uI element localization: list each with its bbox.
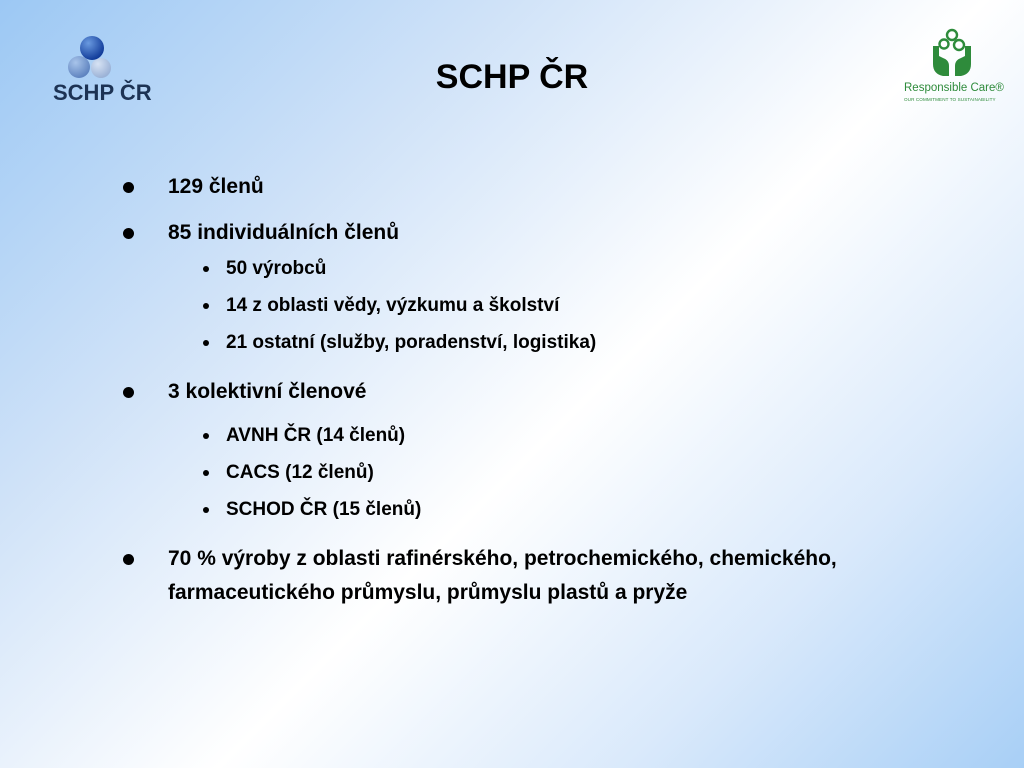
bullet-dot <box>123 228 134 239</box>
sub-bullet-dot <box>203 340 209 346</box>
sub-bullet-dot <box>203 507 209 513</box>
bullet-text: 3 kolektivní členové <box>168 380 367 403</box>
bullet-text: 70 % výroby z oblasti rafinérského, petrochemického, chemického, farmaceutického průmyslu, průmyslu plastů a pryže <box>168 547 837 604</box>
sub-bullet-text: 50 výrobců <box>226 258 327 279</box>
bullet-item <box>120 375 900 409</box>
bullet-item <box>120 170 900 204</box>
sub-bullet-text: 14 z oblasti vědy, výzkumu a školství <box>226 295 560 316</box>
sub-bullet-item <box>120 454 900 491</box>
sub-bullet-dot <box>203 470 209 476</box>
sub-bullet-dot <box>203 303 209 309</box>
bullet-text: 85 individuálních členů <box>168 221 400 244</box>
sub-bullet-text: SCHOD ČR (15 členů) <box>226 499 422 520</box>
sub-bullet-item <box>120 287 900 324</box>
sub-bullet-dot <box>203 266 209 272</box>
sub-bullet-text: CACS (12 členů) <box>226 462 374 483</box>
responsible-care-name: Responsible Care® <box>904 82 1004 94</box>
bullet-list <box>120 170 900 610</box>
responsible-care-tagline: OUR COMMITMENT TO SUSTAINABILITY <box>904 97 996 102</box>
responsible-care-logo <box>900 28 1012 108</box>
responsible-care-hands-icon <box>930 28 974 80</box>
sub-bullet-item <box>120 417 900 454</box>
sub-bullet-dot <box>203 433 209 439</box>
sub-bullet-text: AVNH ČR (14 členů) <box>226 425 406 446</box>
schp-logo-text: SCHP ČR <box>53 80 152 105</box>
bullet-text: 129 členů <box>168 175 264 198</box>
slide-title: SCHP ČR <box>435 58 589 96</box>
sub-bullet-item <box>120 491 900 528</box>
sub-bullet-item <box>120 250 900 287</box>
bullet-dot <box>123 554 134 565</box>
bullet-dot <box>123 182 134 193</box>
sub-bullet-text: 21 ostatní (služby, poradenství, logistika) <box>226 332 597 353</box>
bullet-dot <box>123 387 134 398</box>
bullet-item <box>120 216 900 250</box>
bullet-item <box>120 542 900 610</box>
sub-bullet-item <box>120 324 900 361</box>
